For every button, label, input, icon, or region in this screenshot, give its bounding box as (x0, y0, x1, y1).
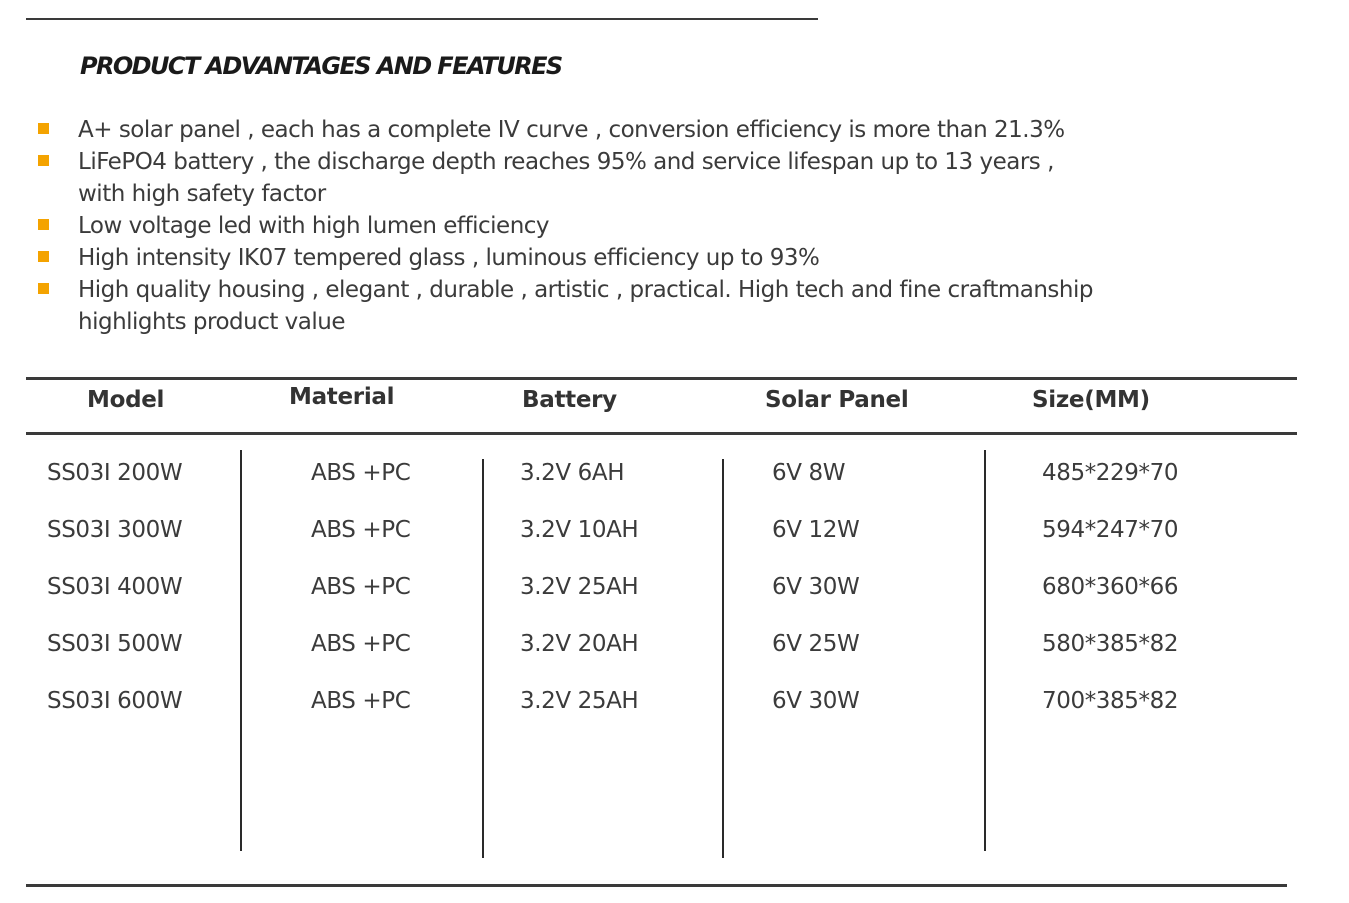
column-separator (722, 459, 724, 858)
cell-material: ABS +PC (311, 631, 411, 657)
feature-item (36, 114, 1216, 146)
cell-battery: 3.2V 10AH (520, 517, 639, 543)
cell-solar-panel: 6V 30W (772, 574, 860, 600)
feature-item (36, 146, 1216, 210)
cell-size: 580*385*82 (1042, 631, 1179, 657)
cell-solar-panel: 6V 30W (772, 688, 860, 714)
cell-solar-panel: 6V 8W (772, 460, 846, 486)
feature-line: A+ solar panel , each has a complete IV curve , conversion efficiency is more than 21.3% (78, 117, 1065, 143)
feature-line: LiFePO4 battery , the discharge depth reaches 95% and service lifespan up to 13 years , (78, 149, 1054, 175)
cell-material: ABS +PC (311, 460, 411, 486)
feature-line: Low voltage led with high lumen efficiency (78, 213, 550, 239)
column-separator (984, 450, 986, 851)
square-bullet-icon (38, 219, 49, 230)
section-heading: PRODUCT ADVANTAGES AND FEATURES (80, 52, 562, 80)
feature-item (36, 242, 1216, 274)
column-header-solar-panel: Solar Panel (765, 387, 909, 413)
cell-model: SS03I 600W (47, 688, 183, 714)
feature-line: High intensity IK07 tempered glass , luminous efficiency up to 93% (78, 245, 820, 271)
cell-model: SS03I 500W (47, 631, 183, 657)
feature-item (36, 210, 1216, 242)
feature-line: High quality housing , elegant , durable , artistic , practical. High tech and fine craftmanship (78, 277, 1093, 303)
feature-item (36, 274, 1216, 338)
cell-model: SS03I 300W (47, 517, 183, 543)
top-divider (26, 18, 818, 20)
column-header-size: Size(MM) (1032, 387, 1150, 413)
table-header-rule (26, 432, 1297, 435)
cell-size: 485*229*70 (1042, 460, 1179, 486)
cell-material: ABS +PC (311, 688, 411, 714)
feature-line: highlights product value (78, 309, 346, 335)
square-bullet-icon (38, 123, 49, 134)
cell-material: ABS +PC (311, 574, 411, 600)
cell-size: 594*247*70 (1042, 517, 1179, 543)
cell-solar-panel: 6V 12W (772, 517, 860, 543)
cell-battery: 3.2V 6AH (520, 460, 625, 486)
cell-size: 680*360*66 (1042, 574, 1179, 600)
square-bullet-icon (38, 251, 49, 262)
cell-model: SS03I 200W (47, 460, 183, 486)
feature-list (36, 114, 1216, 338)
square-bullet-icon (38, 283, 49, 294)
cell-battery: 3.2V 25AH (520, 574, 639, 600)
cell-size: 700*385*82 (1042, 688, 1179, 714)
table-top-rule (26, 377, 1297, 380)
cell-battery: 3.2V 20AH (520, 631, 639, 657)
column-separator (240, 450, 242, 851)
feature-line: with high safety factor (78, 181, 326, 207)
column-header-model: Model (87, 387, 165, 413)
cell-solar-panel: 6V 25W (772, 631, 860, 657)
cell-battery: 3.2V 25AH (520, 688, 639, 714)
cell-model: SS03I 400W (47, 574, 183, 600)
column-separator (482, 459, 484, 858)
cell-material: ABS +PC (311, 517, 411, 543)
column-header-material: Material (289, 384, 395, 410)
column-header-battery: Battery (522, 387, 617, 413)
square-bullet-icon (38, 155, 49, 166)
table-bottom-rule (26, 884, 1287, 887)
